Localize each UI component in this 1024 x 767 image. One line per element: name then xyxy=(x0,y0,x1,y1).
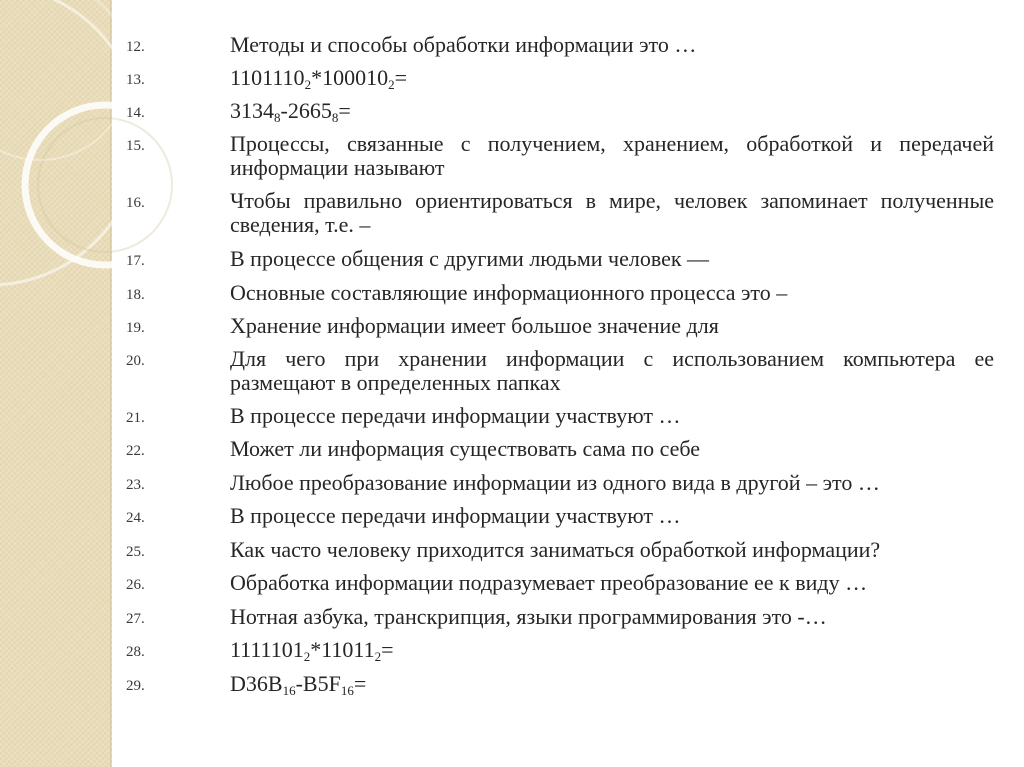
item-number: 25. xyxy=(126,544,145,560)
item-number: 28. xyxy=(126,644,145,660)
item-number: 19. xyxy=(126,320,145,336)
item-number: 29. xyxy=(126,678,145,694)
operator: - xyxy=(295,671,303,696)
list-item xyxy=(126,471,994,497)
equals-sign: = xyxy=(353,671,367,696)
item-number: 23. xyxy=(126,477,145,493)
equals-sign: = xyxy=(381,637,394,662)
equals-sign: = xyxy=(338,98,351,123)
item-number: 18. xyxy=(126,287,145,303)
list-item xyxy=(126,66,994,92)
operator: * xyxy=(310,637,322,662)
base-a: 8 xyxy=(274,110,281,125)
item-text: В процессе передачи информации участвуют … xyxy=(230,503,681,528)
item-number: 26. xyxy=(126,577,145,593)
item-text: Чтобы правильно ориентироваться в мире, человек запоминает полученные сведения, т.е. – xyxy=(230,188,994,237)
operand-a: 3134 xyxy=(230,98,274,123)
operand-b: 2665 xyxy=(287,98,332,123)
list-item xyxy=(126,404,994,430)
item-number: 14. xyxy=(126,105,145,121)
operator: * xyxy=(311,65,323,90)
base-a: 16 xyxy=(282,683,296,698)
list-item xyxy=(126,314,994,340)
item-text: Хранение информации имеет большое значение для xyxy=(230,313,719,338)
list-item xyxy=(126,132,994,180)
list-item xyxy=(126,33,994,59)
list-item xyxy=(126,437,994,463)
item-text: Любое преобразование информации из одного вида в другой – это … xyxy=(230,470,880,495)
item-number: 12. xyxy=(126,39,145,55)
list-item xyxy=(126,672,994,698)
item-text: В процессе общения с другими людьми человек — xyxy=(230,246,710,271)
item-text: В процессе передачи информации участвуют … xyxy=(230,403,681,428)
equals-sign: = xyxy=(394,65,407,90)
base-b: 2 xyxy=(388,77,395,92)
item-text: Нотная азбука, транскрипция, языки программирования это -… xyxy=(230,604,827,629)
item-number: 21. xyxy=(126,410,145,426)
list-item xyxy=(126,247,994,273)
item-text: Процессы, связанные с получением, хранением, обработкой и передачей информации называют xyxy=(230,131,994,180)
item-expression xyxy=(230,638,994,662)
list-item xyxy=(126,571,994,597)
operand-a: D36B xyxy=(230,671,283,696)
base-a: 2 xyxy=(304,77,312,92)
operand-a: 1101110 xyxy=(230,65,305,90)
item-number: 24. xyxy=(126,510,145,526)
list-item xyxy=(126,99,994,125)
list-item xyxy=(126,638,994,664)
base-b: 2 xyxy=(374,649,382,664)
item-text: Может ли информация существовать сама по себе xyxy=(230,436,701,461)
item-number: 15. xyxy=(126,138,145,154)
base-b: 16 xyxy=(340,683,354,698)
list-item xyxy=(126,538,994,564)
list-item xyxy=(126,189,994,237)
operand-b: 100010 xyxy=(322,65,389,90)
item-expression xyxy=(230,99,994,123)
list-item xyxy=(126,281,994,307)
item-text: Как часто человеку приходится заниматься обработкой информации? xyxy=(230,537,881,562)
item-text: Основные составляющие информационного процесса это – xyxy=(230,280,788,305)
item-number: 22. xyxy=(126,443,145,459)
item-expression xyxy=(230,66,994,90)
operand-b: B5F xyxy=(302,671,341,696)
item-number: 27. xyxy=(126,611,145,627)
item-text: Для чего при хранении информации с использованием компьютера ее размещают в определенных папках xyxy=(230,346,994,395)
item-number: 13. xyxy=(126,72,145,88)
item-number: 17. xyxy=(126,253,145,269)
list-item xyxy=(126,605,994,631)
item-number: 20. xyxy=(126,353,145,369)
item-number: 16. xyxy=(126,195,145,211)
operator: - xyxy=(280,98,288,123)
item-expression xyxy=(230,672,994,696)
item-text: Обработка информации подразумевает преобразование ее к виду … xyxy=(230,570,868,595)
base-b: 8 xyxy=(331,110,339,125)
operand-b: 11011 xyxy=(321,637,375,662)
list-item xyxy=(126,347,994,395)
list-item xyxy=(126,504,994,530)
base-a: 2 xyxy=(303,649,311,664)
item-text: Методы и способы обработки информации это … xyxy=(230,32,697,57)
operand-a: 1111101 xyxy=(230,637,304,662)
